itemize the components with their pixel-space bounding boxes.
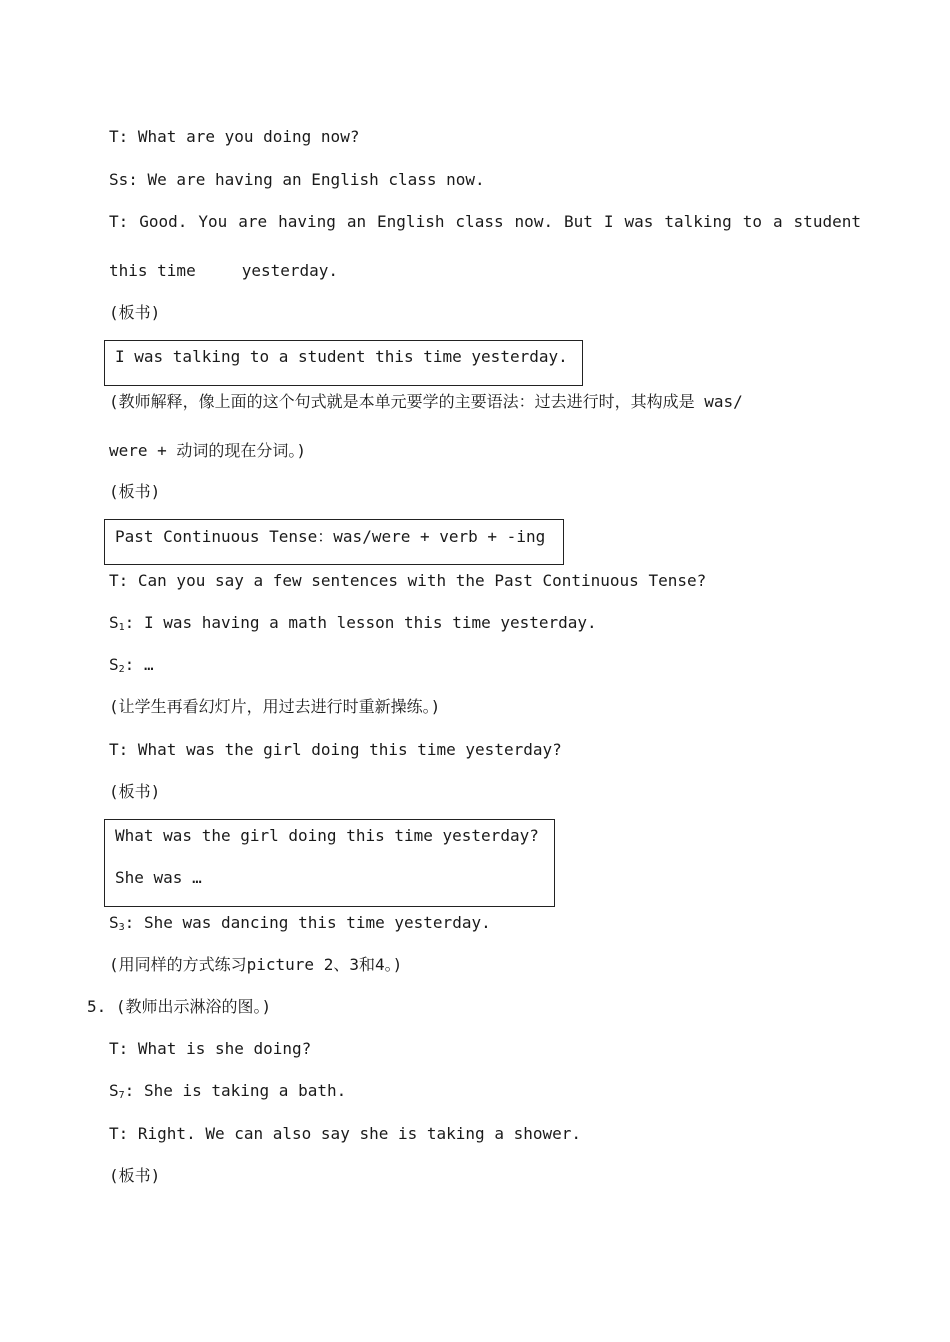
board-note: (板书) bbox=[109, 782, 161, 801]
step-heading: 5. (教师出示淋浴的图。) bbox=[87, 997, 272, 1016]
word: an bbox=[346, 212, 367, 231]
teacher-note: (用同样的方式练习picture 2、3和4。) bbox=[109, 955, 403, 974]
text-fragment: yesterday. bbox=[241, 261, 339, 280]
board-box-text: Past Continuous Tense：was/were + verb + -ing bbox=[115, 527, 546, 546]
speaker-index: 3 bbox=[118, 922, 125, 933]
text-fragment: this time bbox=[109, 261, 196, 280]
dialogue-line: Ss: We are having an English class now. bbox=[109, 170, 485, 189]
board-box-text: I was talking to a student this time yesterday. bbox=[115, 347, 568, 366]
word: was bbox=[624, 212, 654, 231]
speaker-index: 2 bbox=[118, 664, 125, 675]
dialogue-line bbox=[109, 655, 154, 675]
word: having bbox=[278, 212, 336, 231]
board-box-text: What was the girl doing this time yesterday? bbox=[115, 826, 539, 845]
word: to bbox=[742, 212, 762, 231]
speaker-index: 7 bbox=[118, 1090, 125, 1101]
speech: : … bbox=[124, 655, 154, 674]
dialogue-line bbox=[109, 913, 491, 933]
word: T: bbox=[109, 212, 129, 231]
word: You bbox=[198, 212, 228, 231]
word: class bbox=[455, 212, 504, 231]
board-box-text: She was … bbox=[115, 868, 202, 887]
speaker-index: 1 bbox=[118, 622, 125, 633]
dialogue-line bbox=[109, 613, 597, 633]
word: But bbox=[564, 212, 593, 231]
word: English bbox=[377, 212, 445, 231]
word: a bbox=[772, 212, 783, 231]
speaker: S bbox=[109, 655, 119, 674]
board-note: (板书) bbox=[109, 303, 161, 322]
speaker: S bbox=[109, 913, 119, 932]
dialogue-line: T: Right. We can also say she is taking a shower. bbox=[109, 1124, 582, 1143]
board-box bbox=[104, 519, 564, 565]
word: now. bbox=[514, 212, 554, 231]
dialogue-line: T: What are you doing now? bbox=[109, 127, 360, 146]
teacher-note: (教师解释，像上面的这个句式就是本单元要学的主要语法：过去进行时，其构成是 was/ bbox=[109, 392, 743, 411]
dialogue-line: T: What was the girl doing this time yesterday? bbox=[109, 740, 562, 759]
board-note: (板书) bbox=[109, 1166, 161, 1185]
dialogue-line bbox=[109, 261, 338, 281]
board-box bbox=[104, 340, 583, 386]
word: talking bbox=[664, 212, 732, 231]
speaker: S bbox=[109, 1081, 119, 1100]
board-note: (板书) bbox=[109, 482, 161, 501]
speaker: S bbox=[109, 613, 119, 632]
speech: : She was dancing this time yesterday. bbox=[124, 913, 491, 932]
word: are bbox=[238, 212, 268, 231]
word: Good. bbox=[139, 212, 188, 231]
teacher-note: were + 动词的现在分词。) bbox=[109, 441, 307, 460]
board-box bbox=[104, 819, 555, 907]
word: I bbox=[603, 212, 614, 231]
teacher-note: (让学生再看幻灯片，用过去进行时重新操练。) bbox=[109, 697, 441, 716]
dialogue-line bbox=[109, 1081, 346, 1101]
word: student bbox=[793, 212, 861, 231]
dialogue-line: T: What is she doing? bbox=[109, 1039, 312, 1058]
dialogue-line-justified bbox=[109, 212, 861, 232]
speech: : I was having a math lesson this time yesterday. bbox=[124, 613, 597, 632]
dialogue-line: T: Can you say a few sentences with the Past Continuous Tense? bbox=[109, 571, 707, 590]
speech: : She is taking a bath. bbox=[124, 1081, 347, 1100]
